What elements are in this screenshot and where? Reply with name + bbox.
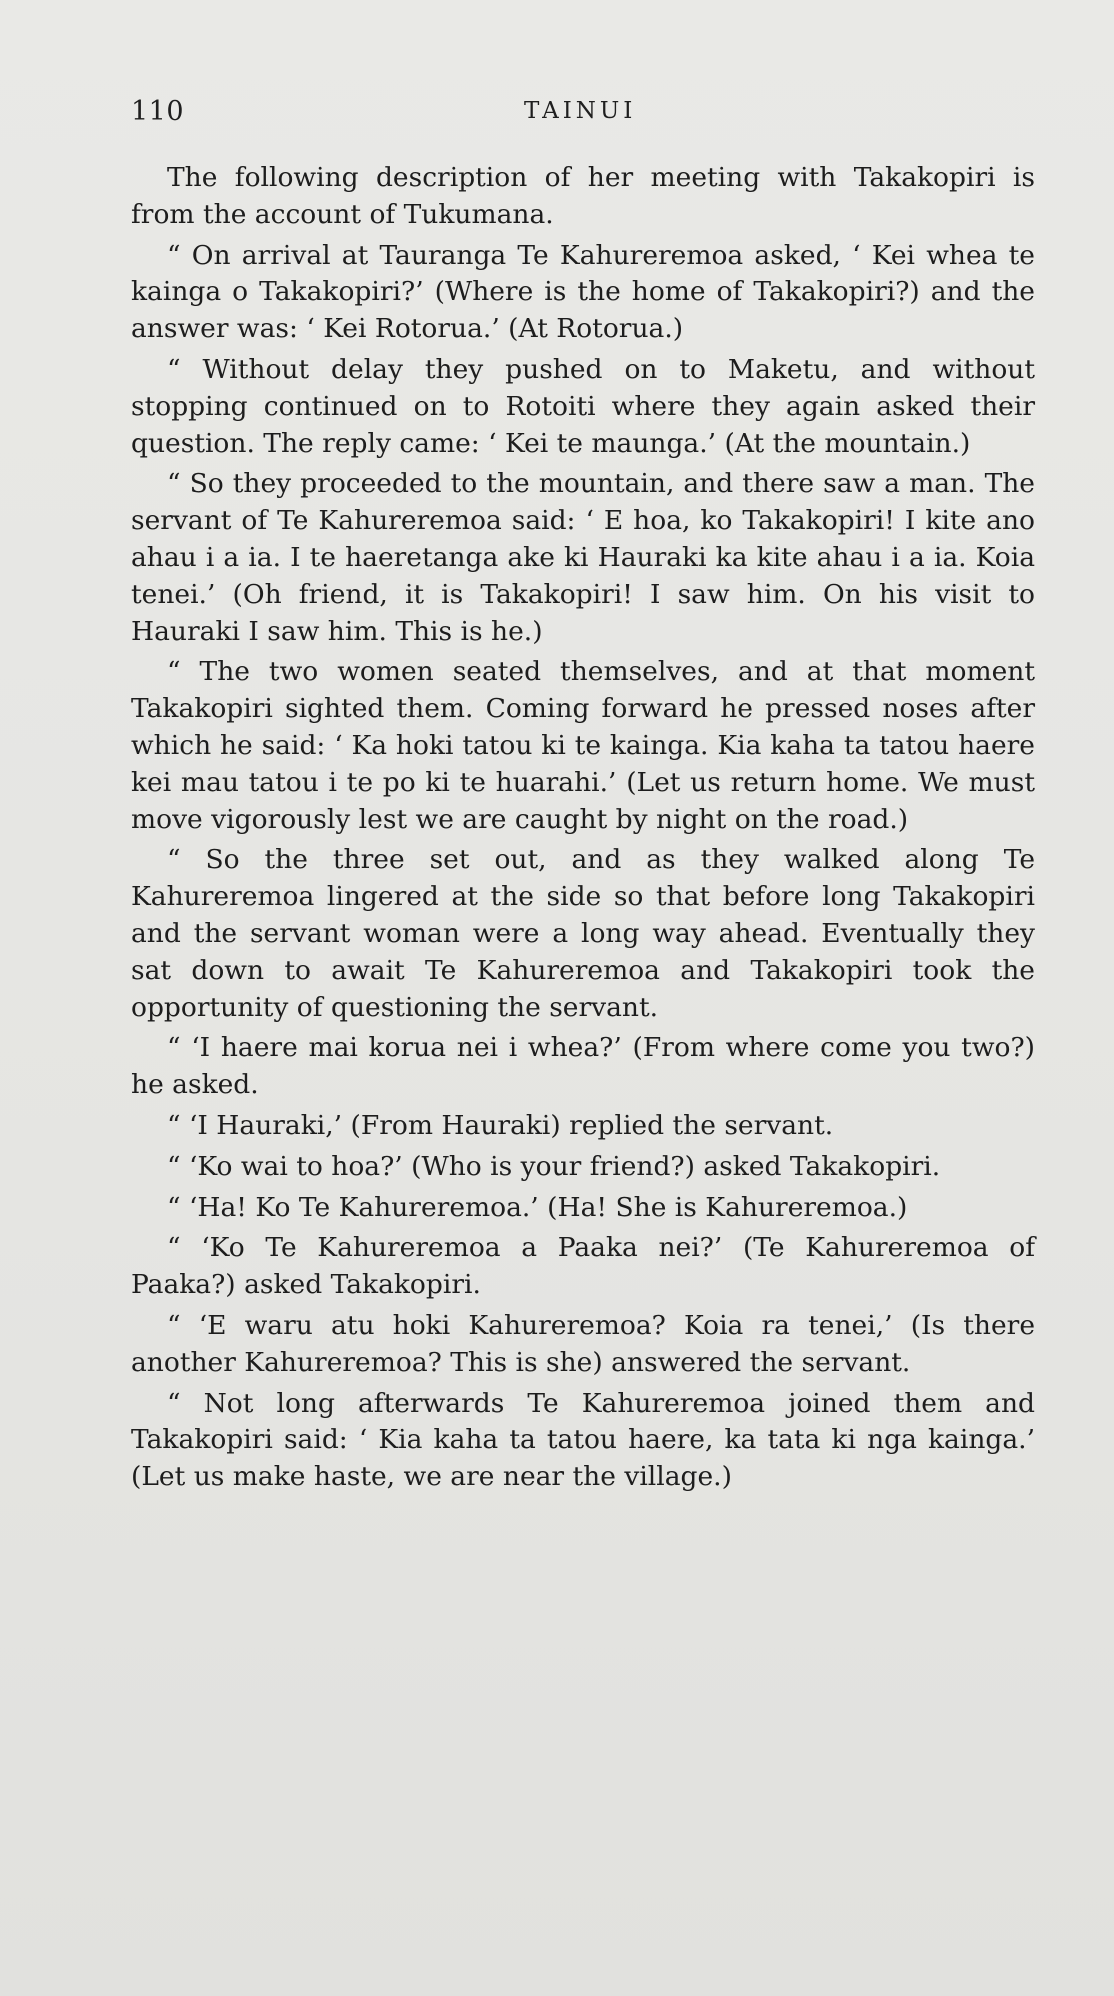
running-title: TAINUI — [524, 98, 637, 124]
paragraph: “ Without delay they pushed on to Maketu, and without stopping continued on to Rotoiti where they again asked their question. The reply came: ‘ Kei te maunga.’ (At the mountain.) — [131, 353, 1035, 459]
body-text — [131, 160, 1035, 1500]
paragraph: “ ‘I Hauraki,’ (From Hauraki) replied the servant. — [167, 1109, 834, 1141]
page-number: 110 — [131, 96, 185, 127]
paragraph: “ ‘Ko wai to hoa?’ (Who is your friend?) asked Takakopiri. — [167, 1150, 941, 1182]
paragraph: “ ‘I haere mai korua nei i whea?’ (From where come you two?) he asked. — [131, 1032, 1035, 1101]
paragraph: “ So the three set out, and as they walked along Te Kahureremoa lingered at the side so that before long Takakopiri and the servant woman were a long way ahead. Eventually they sat down to await Te Kahureremoa and Takakopiri took the opportunity of questioning the servant. — [131, 844, 1035, 1023]
paragraph: “ ‘Ha! Ko Te Kahureremoa.’ (Ha! She is Kahureremoa.) — [167, 1191, 908, 1223]
paragraph: “ ‘E waru atu hoki Kahureremoa? Koia ra tenei,’ (Is there another Kahureremoa? This is she) answered the servant. — [131, 1309, 1035, 1378]
paragraph: “ ‘Ko Te Kahureremoa a Paaka nei?’ (Te Kahureremoa of Paaka?) asked Takakopiri. — [131, 1232, 1035, 1301]
paragraph: “ So they proceeded to the mountain, and there saw a man. The servant of Te Kahureremoa said: ‘ E hoa, ko Takakopiri! I kite ano ahau i a ia. I te haeretanga ake ki Hauraki ka kite ahau i a ia. Koia tenei.’ (Oh friend, it is Takakopiri! I saw him. On his visit to Hauraki I saw him. This is he.) — [131, 468, 1035, 647]
paragraph: “ The two women seated themselves, and at that moment Takakopiri sighted them. Coming forward he pressed noses after which he said: ‘ Ka hoki tatou ki te kainga. Kia kaha ta tatou haere kei mau tatou i te po ki te huarahi.’ (Let us return home. We must move vigorously lest we are caught by night on the road.) — [131, 656, 1035, 835]
page-header — [131, 96, 1035, 136]
paragraph: “ On arrival at Tauranga Te Kahureremoa asked, ‘ Kei whea te kainga o Takakopiri?’ (Where is the home of Takakopiri?) and the answer was: ‘ Kei Rotorua.’ (At Rotorua.) — [131, 239, 1035, 345]
paragraph: The following description of her meeting with Takakopiri is from the account of Tukumana. — [131, 162, 1035, 230]
paragraph: “ Not long afterwards Te Kahureremoa joined them and Takakopiri said: ‘ Kia kaha ta tatou haere, ka tata ki nga kainga.’ (Let us make haste, we are near the village.) — [131, 1387, 1035, 1493]
